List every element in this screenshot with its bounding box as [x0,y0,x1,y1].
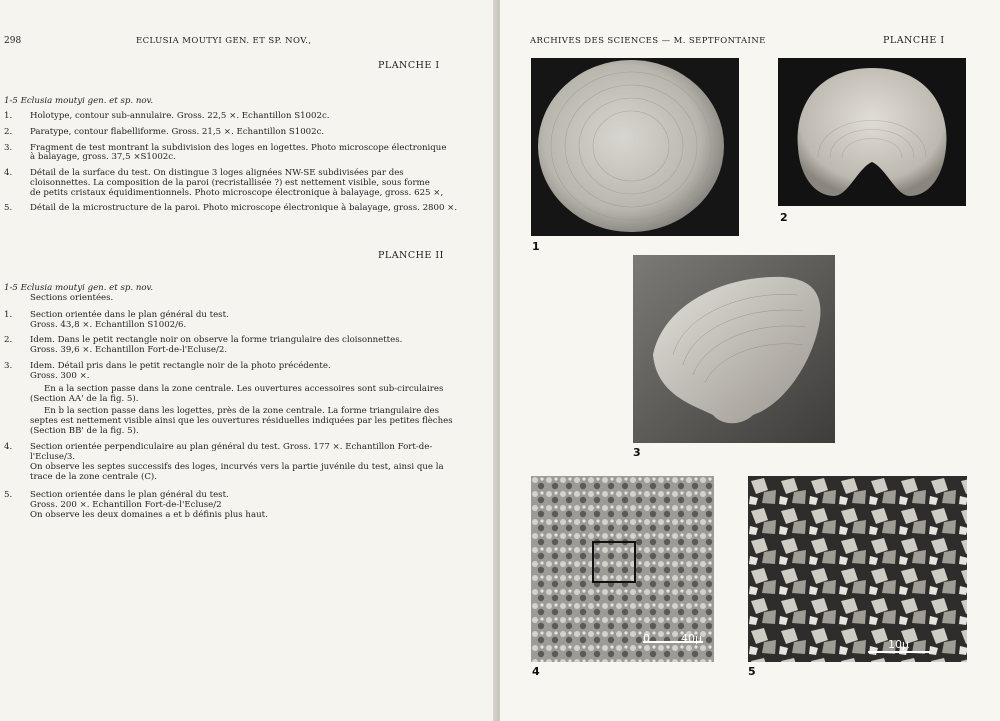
figure-4-photo [531,476,714,662]
planche-1-item-1: 1. Holotype, contour sub-annulaire. Gross. 22,5 ×. Echantillon S1002c. [4,111,330,121]
planche-2-item-2-cont: Gross. 39,6 ×. Echantillon Fort-de-l'Ecluse/2. [30,345,228,355]
planche-2-item-3-cont: Gross. 300 ×. [30,371,90,381]
scale-label-10: 10μ [888,638,909,651]
planche-1-heading: PLANCHE I [378,60,440,71]
foraminifera-paratype-image [778,58,966,206]
scale-label-0: 0 [643,632,650,645]
planche-1-item-3-cont: à balayage, gross. 37,5 ×S1002c. [30,152,176,162]
figure-number-4: 4 [532,665,540,678]
planche-2-para-b-3: (Section BB' de la fig. 5). [30,426,139,436]
planche-2-item-5-cont2: On observe les deux domaines a et b définis plus haut. [30,510,268,520]
foraminifera-holotype-image [531,58,739,236]
planche-2-intro: 1-5 Eclusia moutyi gen. et sp. nov. [4,283,154,293]
planche-2-item-2: 2. Idem. Dans le petit rectangle noir on observe la forme triangulaire des cloisonnettes. [4,335,403,345]
planche-2-item-5: 5. Section orientée dans le plan général du test. [4,490,229,500]
planche-2-item-4-cont2: On observe les septes successifs des loges, incurvés vers la partie juvénile du test, ainsi que la [30,462,444,472]
planche-1-item-5: 5. Détail de la microstructure de la paroi. Photo microscope électronique à balayage, gross. 2800 ×. [4,203,458,213]
right-page [500,0,1000,721]
planche-2-item-1: 1. Section orientée dans le plan général du test. [4,310,229,320]
planche-2-item-4: 4. Section orientée perpendiculaire au plan général du test. Gross. 177 ×. Echantillon Fort-de- [4,442,433,452]
planche-2-intro-2: Sections orientées. [30,293,114,303]
figure-5-photo [748,476,967,662]
planche-1-item-2: 2. Paratype, contour flabelliforme. Gross. 21,5 ×. Echantillon S1002c. [4,127,325,137]
planche-1-item-4: 4. Détail de la surface du test. On distingue 3 loges alignées NW-SE subdivisées par des [4,168,404,178]
figure-number-5: 5 [748,665,756,678]
running-head-right: ARCHIVES DES SCIENCES — M. SEPTFONTAINE [530,36,766,46]
plate-label: PLANCHE I [883,35,945,46]
planche-1-item-4-cont2: de petits cristaux équidimentionnels. Photo microscope électronique à balayage, gross. 625 ×, [30,188,444,198]
running-head-left: ECLUSIA MOUTYI GEN. ET SP. NOV., [136,36,312,46]
planche-2-item-4-cont1: l'Ecluse/3. [30,452,76,462]
figure-2-photo [778,58,966,206]
planche-1-item-3: 3. Fragment de test montrant la subdivision des loges en logettes. Photo microscope électronique [4,143,447,153]
figure-number-3: 3 [633,446,641,459]
scale-label-40: 40μ [681,632,702,645]
planche-1-intro: 1-5 Eclusia moutyi gen. et sp. nov. [4,96,154,106]
test-fragment-sem-image [633,255,835,443]
figure-number-2: 2 [780,211,788,224]
planche-2-item-1-cont: Gross. 43,8 ×. Echantillon S1002/6. [30,320,187,330]
figure-3-photo [633,255,835,443]
wall-microstructure-sem-image [748,476,967,662]
page-number: 298 [4,36,22,46]
planche-2-heading: PLANCHE II [378,250,444,261]
planche-2-para-b-1: En b la section passe dans les logettes, près de la zone centrale. La forme triangulaire des [44,406,440,416]
planche-2-item-4-cont3: trace de la zone centrale (C). [30,472,157,482]
figure-1-photo [531,58,739,236]
left-page [0,0,496,721]
planche-2-para-a-1: En a la section passe dans la zone centrale. Les ouvertures accessoires sont sub-circulaires [44,384,444,394]
planche-2-item-3: 3. Idem. Détail pris dans le petit rectangle noir de la photo précédente. [4,361,331,371]
planche-2-item-5-cont1: Gross. 200 ×. Echantillon Fort-de-l'Ecluse/2 [30,500,222,510]
planche-2-para-b-2: septes est nettement visible ainsi que les ouvertures résiduelles indiquées par les petites flèches [30,416,453,426]
figure-number-1: 1 [532,240,540,253]
planche-2-para-a-2: (Section AA' de la fig. 5). [30,394,139,404]
planche-1-item-4-cont1: cloisonnettes. La composition de la paroi (recristallisée ?) est nettement visible, sous forme [30,178,430,188]
